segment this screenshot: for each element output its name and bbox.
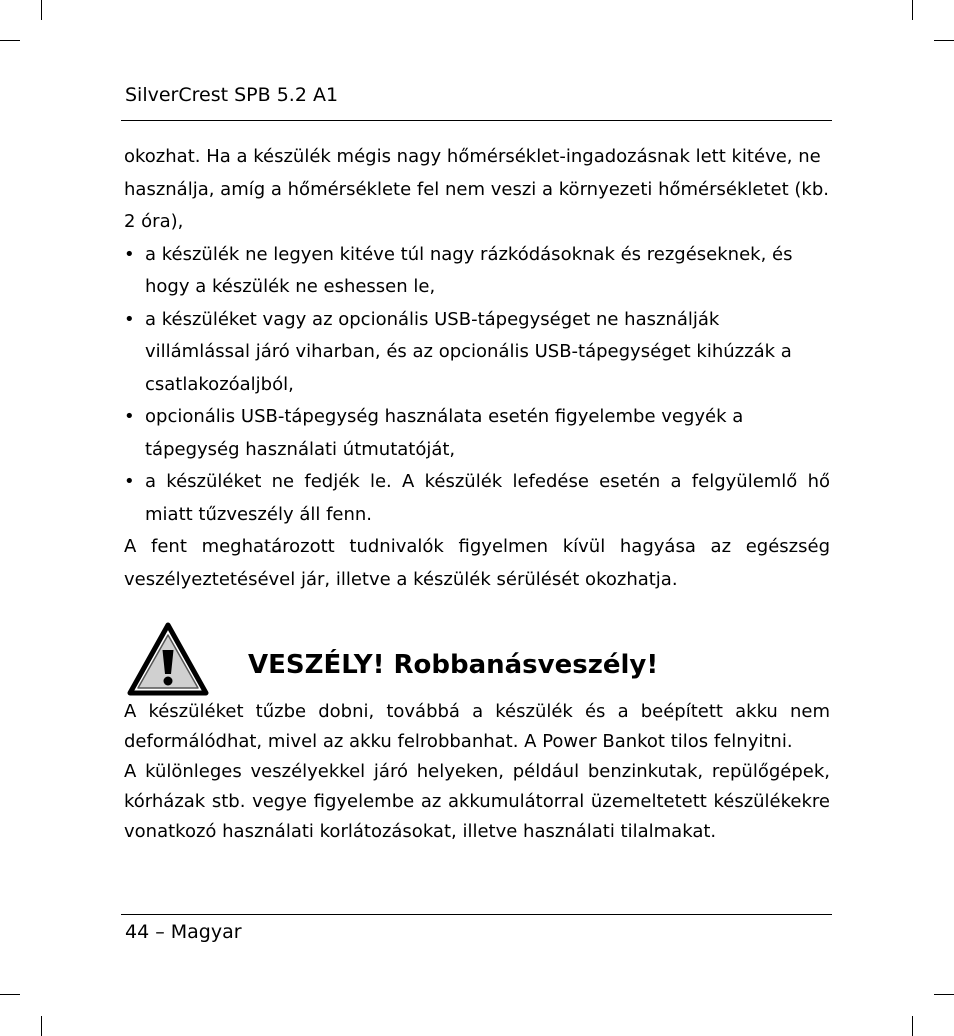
crop-mark [0, 40, 20, 41]
bullet-icon: • [124, 308, 135, 330]
bullet-icon: • [124, 406, 135, 427]
list-item: • a készüléket vagy az opcionális USB-tápegységet ne használják villámlással járó viharban, és az opcionális USB-tápegységet kihúzzák a csatlakozóaljból, [124, 304, 830, 402]
summary-text: A fent meghatározott tudnivalók figyelmen kívül hagyása az egészség veszélyeztetésével jár, illetve a készülék sérülését okozhatja. [124, 536, 830, 590]
crop-mark [912, 1016, 913, 1036]
crop-mark [934, 994, 954, 995]
list-item: • a készülék ne legyen kitéve túl nagy rázkódásoknak és rezgéseknek, és hogy a készülék ne eshessen le, [124, 239, 830, 304]
continuation-text: okozhat. Ha a készülék mégis nagy hőmérséklet-ingadozásnak lett kitéve, ne használja, amíg a hőmérséklete fel nem veszi a környezeti hőmérsékletet (kb. 2 óra), [124, 146, 829, 232]
bullet-icon: • [124, 243, 135, 265]
header-rule [121, 120, 832, 121]
crop-mark [41, 0, 42, 20]
danger-paragraph: A készüléket tűzbe dobni, továbbá a készülék és a beépített akku nem deformálódhat, mivel az akku felrobbanhat. A Power Bankot tilos felnyitni. [124, 701, 830, 752]
warning-triangle-icon [127, 622, 209, 696]
footer-rule [121, 914, 832, 915]
danger-paragraph: A különleges veszélyekkel járó helyeken, például benzinkutak, repülőgépek, kórházak stb. vegye figyelembe az akkumulátorral üzemeltetett készülékekre vonatkozó használati korlátozásokat, illetve használati tilalmakat. [124, 761, 830, 842]
list-item: • opcionális USB-tápegység használata esetén figyelembe vegyék a tápegység használati útmutatóját, [124, 401, 830, 466]
page-header: SilverCrest SPB 5.2 A1 [125, 84, 339, 106]
bullet-icon: • [124, 471, 135, 492]
crop-mark [0, 994, 20, 995]
crop-mark [934, 40, 954, 41]
warning-title: VESZÉLY! Robbanásveszély! [248, 650, 659, 680]
page-footer: 44 – Magyar [125, 921, 242, 943]
safety-list [124, 239, 830, 532]
list-item: • a készüléket ne fedjék le. A készülék lefedése esetén a felgyülemlő hő miatt tűzveszély áll fenn. [124, 466, 830, 531]
main-content [124, 141, 830, 596]
crop-mark [41, 1016, 42, 1036]
danger-text [124, 697, 830, 847]
crop-mark [912, 0, 913, 20]
